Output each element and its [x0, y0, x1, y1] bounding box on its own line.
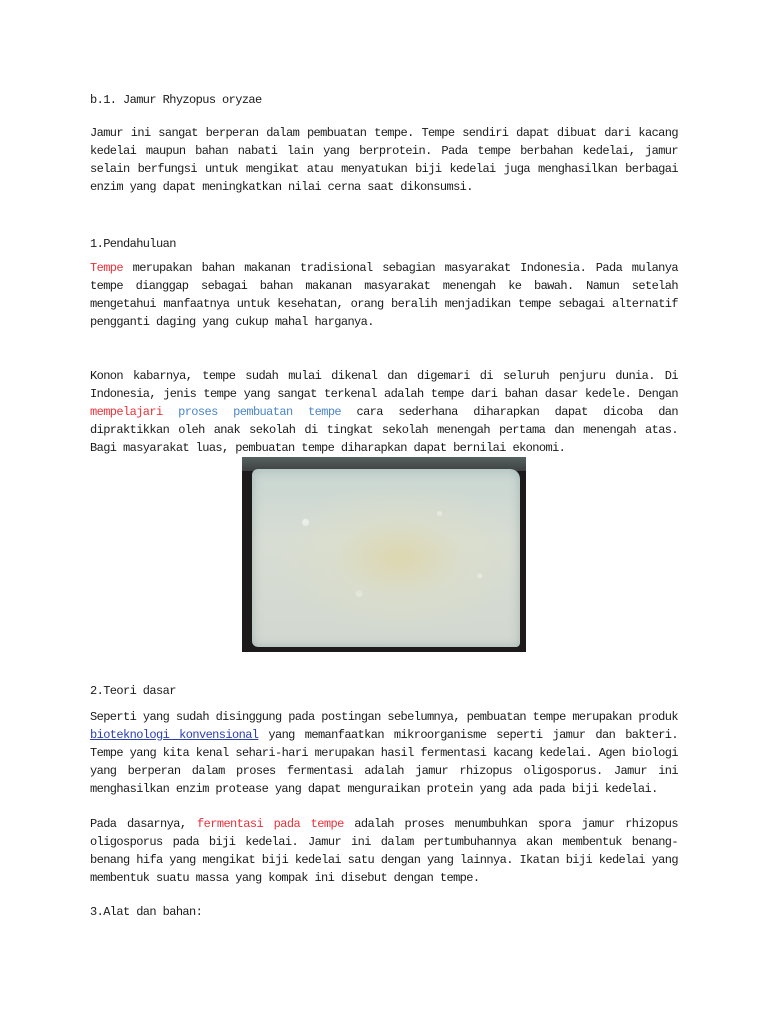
paragraph-text: Pada dasarnya, [90, 817, 198, 831]
paragraph-text: merupakan bahan makanan tradisional sebagian masyarakat Indonesia. Pada mulanya tempe dianggap sebagai bahan makanan masyarakat menengah ke bawah. Namun setelah mengetahui manfaatnya untuk kesehatan, orang beralih menjadikan tempe sebagai alternatif pengganti daging yang cukup mahal harganya. [90, 261, 678, 329]
pendahuluan-paragraph-1 [90, 259, 678, 331]
paragraph-text: cara sederhana diharapkan dapat dicoba dan dipraktikkan oleh anak sekolah di tingkat sekolah menengah pertama dan menengah atas. Bagi masyarakat luas, pembuatan tempe diharapkan dapat bernilai ekonomi. [90, 405, 678, 455]
paragraph-text: Konon kabarnya, tempe sudah mulai dikenal dan digemari di seluruh penjuru dunia. Di Indonesia, jenis tempe yang sangat terkenal adalah tempe dari bahan dasar kedele. Dengan [90, 369, 678, 401]
link-bioteknologi-konvensional[interactable]: bioteknologi konvensional [90, 728, 259, 742]
paragraph-text: yang memanfaatkan mikroorganisme seperti jamur dan bakteri. Tempe yang kita kenal sehari-hari merupakan hasil fermentasi kacang kedelai. Agen biologi yang berperan dalam proses fermentasi adalah jamur rhizopus oligosporus. Jamur ini menghasilkan enzim protease yang dapat menguraikan protein yang ada pada biji kedelai. [90, 728, 679, 796]
paragraph-text: Seperti yang sudah disinggung pada postingan sebelumnya, pembuatan tempe merupakan produk [90, 710, 678, 724]
section-heading-teori-dasar: 2.Teori dasar [90, 684, 176, 698]
paragraph-text: adalah proses menumbuhkan spora jamur rhizopus oligosporus pada biji kedelai. Jamur ini dalam pertumbuhannya akan membentuk benang-benang hifa yang mengikat biji kedelai satu dengan yang lainnya. Ikatan biji kedelai yang membentuk suatu massa yang kompak ini disebut dengan tempe. [90, 817, 678, 885]
highlight-mempelajari: mempelajari [90, 405, 163, 419]
section-heading-alat-bahan: 3.Alat dan bahan: [90, 905, 203, 919]
plastic-wrap-edge [242, 457, 526, 471]
intro-paragraph: Jamur ini sangat berperan dalam pembuatan tempe. Tempe sendiri dapat dibuat dari kacang kedelai maupun bahan nabati lain yang berprotein. Pada tempe berbahan kedelai, jamur selain berfungsi untuk mengikat atau menyatukan biji kedelai juga menghasilkan berbagai enzim yang dapat meningkatkan nilai cerna saat dikonsumsi. [90, 126, 678, 194]
document-title: b.1. Jamur Rhyzopus oryzae [90, 93, 262, 107]
teori-paragraph-1 [90, 708, 678, 798]
tempe-photo [242, 457, 526, 652]
space [163, 405, 178, 419]
highlight-proses-pembuatan-tempe: proses pembuatan tempe [178, 405, 342, 419]
highlight-fermentasi-pada-tempe: fermentasi pada tempe [197, 817, 344, 831]
highlight-tempe: Tempe [90, 261, 124, 275]
section-heading-pendahuluan: 1.Pendahuluan [90, 237, 176, 251]
teori-paragraph-2 [90, 815, 678, 887]
pendahuluan-paragraph-2 [90, 367, 678, 457]
tempe-block-image [252, 469, 520, 647]
